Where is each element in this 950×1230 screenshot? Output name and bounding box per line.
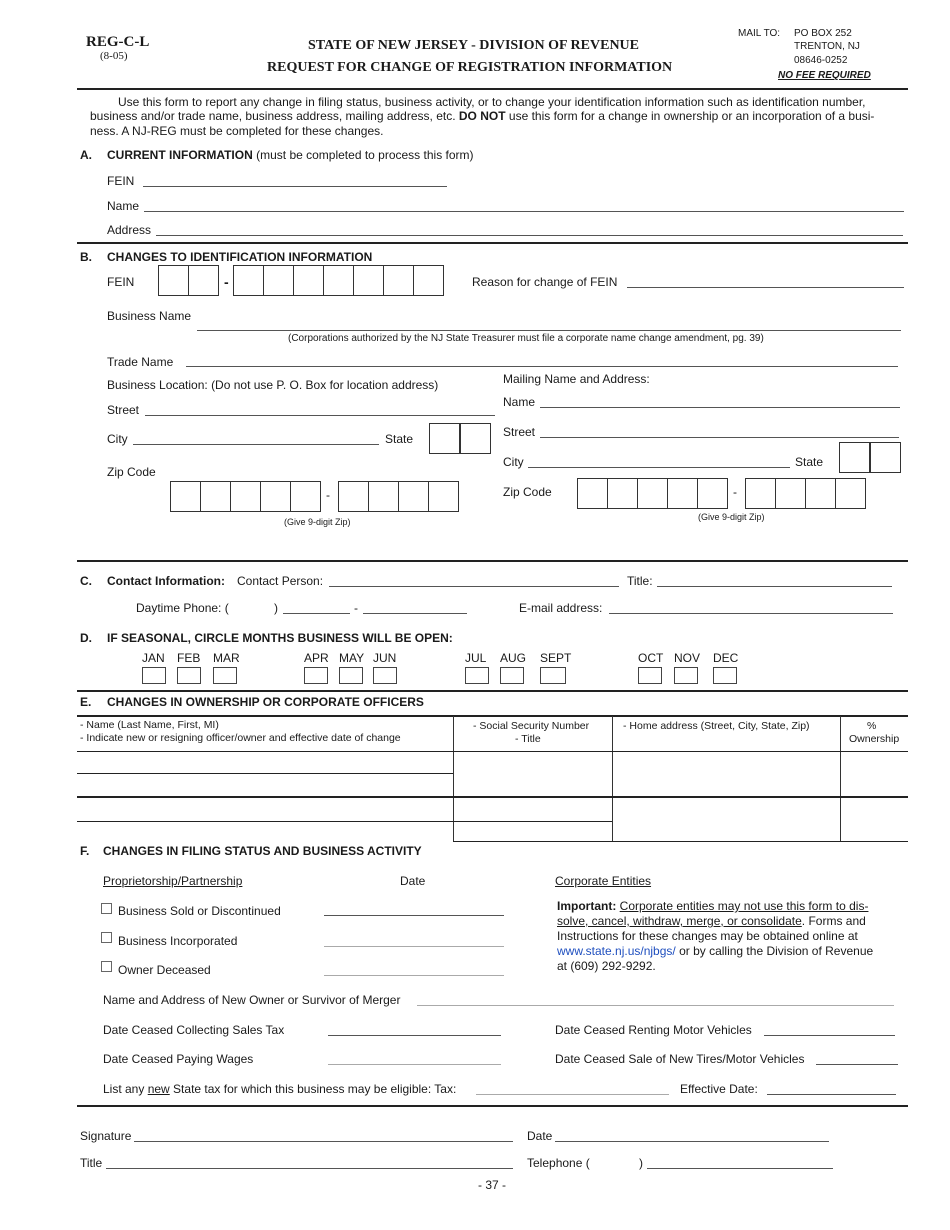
- e-header-rule: [77, 751, 908, 752]
- b-zip-label: Zip Code: [107, 465, 156, 479]
- b-corp-note: (Corporations authorized by the NJ State Treasurer must file a corporate name change amendment, pg. 39): [288, 333, 764, 344]
- b-mail-city-label: City: [503, 455, 524, 469]
- form-date: (8-05): [100, 50, 128, 62]
- b-reason-field[interactable]: [627, 287, 904, 288]
- e-col3-head: - Home address (Street, City, State, Zip): [623, 720, 810, 732]
- c-phone-field-2[interactable]: [363, 613, 467, 614]
- a-name-field[interactable]: [144, 211, 904, 212]
- f-new-owner-label: Name and Address of New Owner or Survivor of Merger: [103, 993, 401, 1007]
- month-box-apr[interactable]: [304, 667, 328, 684]
- e-table-bottom-rule: [453, 841, 908, 842]
- f-sold-date-field[interactable]: [324, 915, 504, 916]
- month-box-may[interactable]: [339, 667, 363, 684]
- f-ceased-tires-field[interactable]: [816, 1064, 898, 1065]
- b-mail-zip-dash: -: [733, 485, 737, 499]
- f-effective-date-label: Effective Date:: [680, 1082, 758, 1096]
- b-state-label: State: [385, 432, 414, 446]
- month-box-aug[interactable]: [500, 667, 524, 684]
- mail-zip-digit-box-7[interactable]: [775, 478, 806, 509]
- section-b-letter: B.: [80, 250, 92, 264]
- month-box-nov[interactable]: [674, 667, 698, 684]
- month-label-jun: JUN: [373, 651, 397, 665]
- section-f-letter: F.: [80, 844, 90, 858]
- mail-zip-digit-box-1[interactable]: [577, 478, 608, 509]
- fein-digit-box-5[interactable]: [293, 265, 324, 296]
- f-ceased-tires-label: Date Ceased Sale of New Tires/Motor Vehicles: [555, 1052, 805, 1066]
- intro-line2: business and/or trade name, business address, mailing address, etc. DO NOT use this form for a change in ownership or an incorporation of a busi-: [90, 109, 875, 123]
- b-street-label: Street: [107, 403, 140, 417]
- b-mail-street-label: Street: [503, 425, 536, 439]
- f-sold-label: Business Sold or Discontinued: [118, 904, 281, 918]
- month-label-apr: APR: [304, 651, 329, 665]
- njbgs-link[interactable]: www.state.nj.us/njbgs/: [557, 944, 676, 958]
- c-phone-field-1[interactable]: [283, 613, 350, 614]
- b-mail-street-field[interactable]: [540, 437, 899, 438]
- f-ceased-wages-field[interactable]: [328, 1064, 501, 1065]
- e-col4-head-b: Ownership: [849, 733, 900, 745]
- b-state-box-1[interactable]: [429, 423, 460, 454]
- section-e-letter: E.: [80, 695, 92, 709]
- c-title-field[interactable]: [657, 586, 892, 587]
- section-a-rule: [77, 242, 908, 244]
- c-contact-field[interactable]: [329, 586, 619, 587]
- section-d-rule: [77, 690, 908, 692]
- signature-field[interactable]: [134, 1141, 513, 1142]
- f-ceased-rent-field[interactable]: [764, 1035, 895, 1036]
- telephone-field[interactable]: [647, 1168, 833, 1169]
- mail-to-label: MAIL TO:: [738, 28, 781, 39]
- b-city-label: City: [107, 432, 128, 446]
- b-mailing-label: Mailing Name and Address:: [503, 372, 650, 386]
- telephone-close: ): [639, 1156, 643, 1170]
- signature-label: Signature: [80, 1129, 132, 1143]
- fein-digit-box-7[interactable]: [353, 265, 384, 296]
- mail-line1: PO BOX 252: [794, 28, 852, 39]
- f-list-tax-label: List any new State tax for which this business may be eligible: Tax:: [103, 1082, 457, 1096]
- c-phone-dash: -: [354, 601, 358, 615]
- month-label-nov: NOV: [674, 651, 701, 665]
- b-street-field[interactable]: [145, 415, 495, 416]
- zip-digit-box-9[interactable]: [428, 481, 459, 512]
- a-address-label: Address: [107, 223, 152, 237]
- f-deceased-label: Owner Deceased: [118, 963, 211, 977]
- f-effective-date-field[interactable]: [767, 1094, 896, 1095]
- section-c-letter: C.: [80, 574, 92, 588]
- b-state-box-2[interactable]: [460, 423, 491, 454]
- telephone-label: Telephone (: [527, 1156, 590, 1170]
- intro-line1: Use this form to report any change in filing status, business activity, or to change your identification information such as identification number,: [118, 95, 866, 109]
- a-address-field[interactable]: [156, 235, 903, 236]
- no-fee-note: NO FEE REQUIRED: [778, 70, 871, 81]
- e-col4-head-a: %: [867, 720, 877, 732]
- b-mail-zip-note: (Give 9-digit Zip): [698, 512, 765, 522]
- month-box-oct[interactable]: [638, 667, 662, 684]
- section-e-heading: CHANGES IN OWNERSHIP OR CORPORATE OFFICERS: [107, 695, 424, 709]
- zip-digit-box-1[interactable]: [170, 481, 201, 512]
- e-row-rule-2: [77, 796, 908, 798]
- b-mail-name-label: Name: [503, 395, 536, 409]
- mail-zip-digit-box-6[interactable]: [745, 478, 776, 509]
- b-mail-zip-label: Zip Code: [503, 485, 552, 499]
- zip-digit-box-5[interactable]: [290, 481, 321, 512]
- a-fein-field[interactable]: [143, 186, 447, 187]
- c-phone-label: Daytime Phone: (: [136, 601, 229, 615]
- b-fein-label: FEIN: [107, 275, 135, 289]
- e-col1-head-b: - Indicate new or resigning officer/owner and effective date of change: [80, 732, 401, 744]
- footer-title-field[interactable]: [106, 1168, 513, 1169]
- b-business-name-field[interactable]: [197, 330, 901, 331]
- zip-digit-box-2[interactable]: [200, 481, 231, 512]
- zip-digit-box-7[interactable]: [368, 481, 399, 512]
- f-incorporated-label: Business Incorporated: [118, 934, 238, 948]
- fein-digit-box-3[interactable]: [233, 265, 264, 296]
- b-fein-dash: -: [224, 274, 229, 290]
- mail-zip-digit-box-4[interactable]: [667, 478, 698, 509]
- c-title-label: Title:: [627, 574, 653, 588]
- f-corp-heading: Corporate Entities: [555, 874, 652, 888]
- header-rule: [77, 88, 908, 90]
- mail-zip-digit-box-9[interactable]: [835, 478, 866, 509]
- footer-date-field[interactable]: [555, 1141, 829, 1142]
- footer-title-label: Title: [80, 1156, 103, 1170]
- section-d-letter: D.: [80, 631, 92, 645]
- b-reason-label: Reason for change of FEIN: [472, 275, 618, 289]
- a-name-label: Name: [107, 199, 140, 213]
- e-col-divider-1: [453, 716, 454, 842]
- mail-line3: 08646-0252: [794, 55, 848, 66]
- month-label-jan: JAN: [142, 651, 165, 665]
- month-box-sept[interactable]: [540, 667, 566, 684]
- month-label-mar: MAR: [213, 651, 240, 665]
- month-label-sept: SEPT: [540, 651, 572, 665]
- zip-digit-box-3[interactable]: [230, 481, 261, 512]
- mail-line2: TRENTON, NJ: [794, 41, 860, 52]
- section-c-heading: Contact Information:: [107, 574, 225, 588]
- month-label-dec: DEC: [713, 651, 739, 665]
- month-label-aug: AUG: [500, 651, 527, 665]
- month-label-jul: JUL: [465, 651, 487, 665]
- section-a-heading: CURRENT INFORMATION (must be completed to process this form): [107, 148, 474, 162]
- intro-line3: ness. A NJ-REG must be completed for these changes.: [90, 124, 384, 138]
- fein-digit-box-2[interactable]: [188, 265, 219, 296]
- c-contact-label: Contact Person:: [237, 574, 324, 588]
- e-col-divider-3: [840, 716, 841, 842]
- e-col1-head-a: - Name (Last Name, First, MI): [80, 719, 219, 731]
- e-table-top-rule: [77, 715, 908, 717]
- zip-digit-box-4[interactable]: [260, 481, 291, 512]
- f-ceased-wages-label: Date Ceased Paying Wages: [103, 1052, 254, 1066]
- section-f-heading: CHANGES IN FILING STATUS AND BUSINESS ACTIVITY: [103, 844, 422, 858]
- month-label-may: MAY: [339, 651, 365, 665]
- b-mail-state-label: State: [795, 455, 824, 469]
- b-zip-note: (Give 9-digit Zip): [284, 517, 351, 527]
- f-sold-checkbox[interactable]: [101, 903, 112, 914]
- f-prop-heading: Proprietorship/Partnership: [103, 874, 243, 888]
- fein-digit-box-9[interactable]: [413, 265, 444, 296]
- section-a-letter: A.: [80, 148, 92, 162]
- f-deceased-checkbox[interactable]: [101, 961, 112, 972]
- b-trade-name-label: Trade Name: [107, 355, 174, 369]
- month-box-jun[interactable]: [373, 667, 397, 684]
- month-label-oct: OCT: [638, 651, 664, 665]
- c-email-label: E-mail address:: [519, 601, 603, 615]
- f-ceased-sales-label: Date Ceased Collecting Sales Tax: [103, 1023, 285, 1037]
- page-title: STATE OF NEW JERSEY - DIVISION OF REVENUE: [308, 38, 640, 53]
- f-ceased-rent-label: Date Ceased Renting Motor Vehicles: [555, 1023, 752, 1037]
- zip-digit-box-8[interactable]: [398, 481, 429, 512]
- month-box-mar[interactable]: [213, 667, 237, 684]
- page-number: - 37 -: [478, 1178, 507, 1192]
- fein-digit-box-1[interactable]: [158, 265, 189, 296]
- b-zip-dash: -: [326, 488, 330, 502]
- month-box-dec[interactable]: [713, 667, 737, 684]
- mail-zip-digit-box-3[interactable]: [637, 478, 668, 509]
- f-new-owner-field[interactable]: [417, 1005, 894, 1006]
- month-box-feb[interactable]: [177, 667, 201, 684]
- b-city-field[interactable]: [133, 444, 379, 445]
- f-deceased-date-field[interactable]: [324, 975, 504, 976]
- e-col2-head-a: - Social Security Number: [473, 720, 590, 732]
- e-col-divider-2: [612, 716, 613, 842]
- mail-zip-digit-box-8[interactable]: [805, 478, 836, 509]
- zip-digit-box-6[interactable]: [338, 481, 369, 512]
- e-col2-head-b: - Title: [515, 733, 541, 745]
- b-mail-name-field[interactable]: [540, 407, 900, 408]
- c-phone-close: ): [274, 601, 278, 615]
- b-mail-state-box-1[interactable]: [839, 442, 870, 473]
- c-email-field[interactable]: [609, 613, 893, 614]
- section-f-rule: [77, 1105, 908, 1107]
- page-subtitle: REQUEST FOR CHANGE OF REGISTRATION INFORMATION: [267, 60, 673, 75]
- section-b-rule: [77, 560, 908, 562]
- fein-digit-box-6[interactable]: [323, 265, 354, 296]
- mail-zip-digit-box-2[interactable]: [607, 478, 638, 509]
- section-b-heading: CHANGES TO IDENTIFICATION INFORMATION: [107, 250, 373, 264]
- footer-date-label: Date: [527, 1129, 553, 1143]
- f-incorporated-checkbox[interactable]: [101, 932, 112, 943]
- e-row-rule-3: [77, 821, 612, 822]
- month-label-feb: FEB: [177, 651, 201, 665]
- f-tax-field[interactable]: [476, 1094, 669, 1095]
- e-row-rule-1: [77, 773, 453, 774]
- mail-zip-digit-box-5[interactable]: [697, 478, 728, 509]
- b-trade-name-field[interactable]: [186, 366, 898, 367]
- b-mail-state-box-2[interactable]: [870, 442, 901, 473]
- fein-digit-box-8[interactable]: [383, 265, 414, 296]
- fein-digit-box-4[interactable]: [263, 265, 294, 296]
- a-fein-label: FEIN: [107, 174, 135, 188]
- f-incorporated-date-field[interactable]: [324, 946, 504, 947]
- b-mail-city-field[interactable]: [528, 467, 790, 468]
- b-location-label: Business Location: (Do not use P. O. Box for location address): [107, 378, 439, 392]
- f-important-notice: Important: Corporate entities may not use this form to dis- solve, cancel, withdraw, merge, or consolidate. Forms and Instructions for these changes may be obtained online at www.state.nj.us/njbgs/ or by calling the Division of Revenue at (609) 292-9292.: [557, 899, 874, 973]
- month-box-jan[interactable]: [142, 667, 166, 684]
- section-d-heading: IF SEASONAL, CIRCLE MONTHS BUSINESS WILL BE OPEN:: [107, 631, 453, 645]
- month-box-jul[interactable]: [465, 667, 489, 684]
- f-date-heading: Date: [400, 874, 426, 888]
- form-id: REG-C-L: [86, 34, 150, 50]
- f-ceased-sales-field[interactable]: [328, 1035, 501, 1036]
- b-business-name-label: Business Name: [107, 309, 192, 323]
